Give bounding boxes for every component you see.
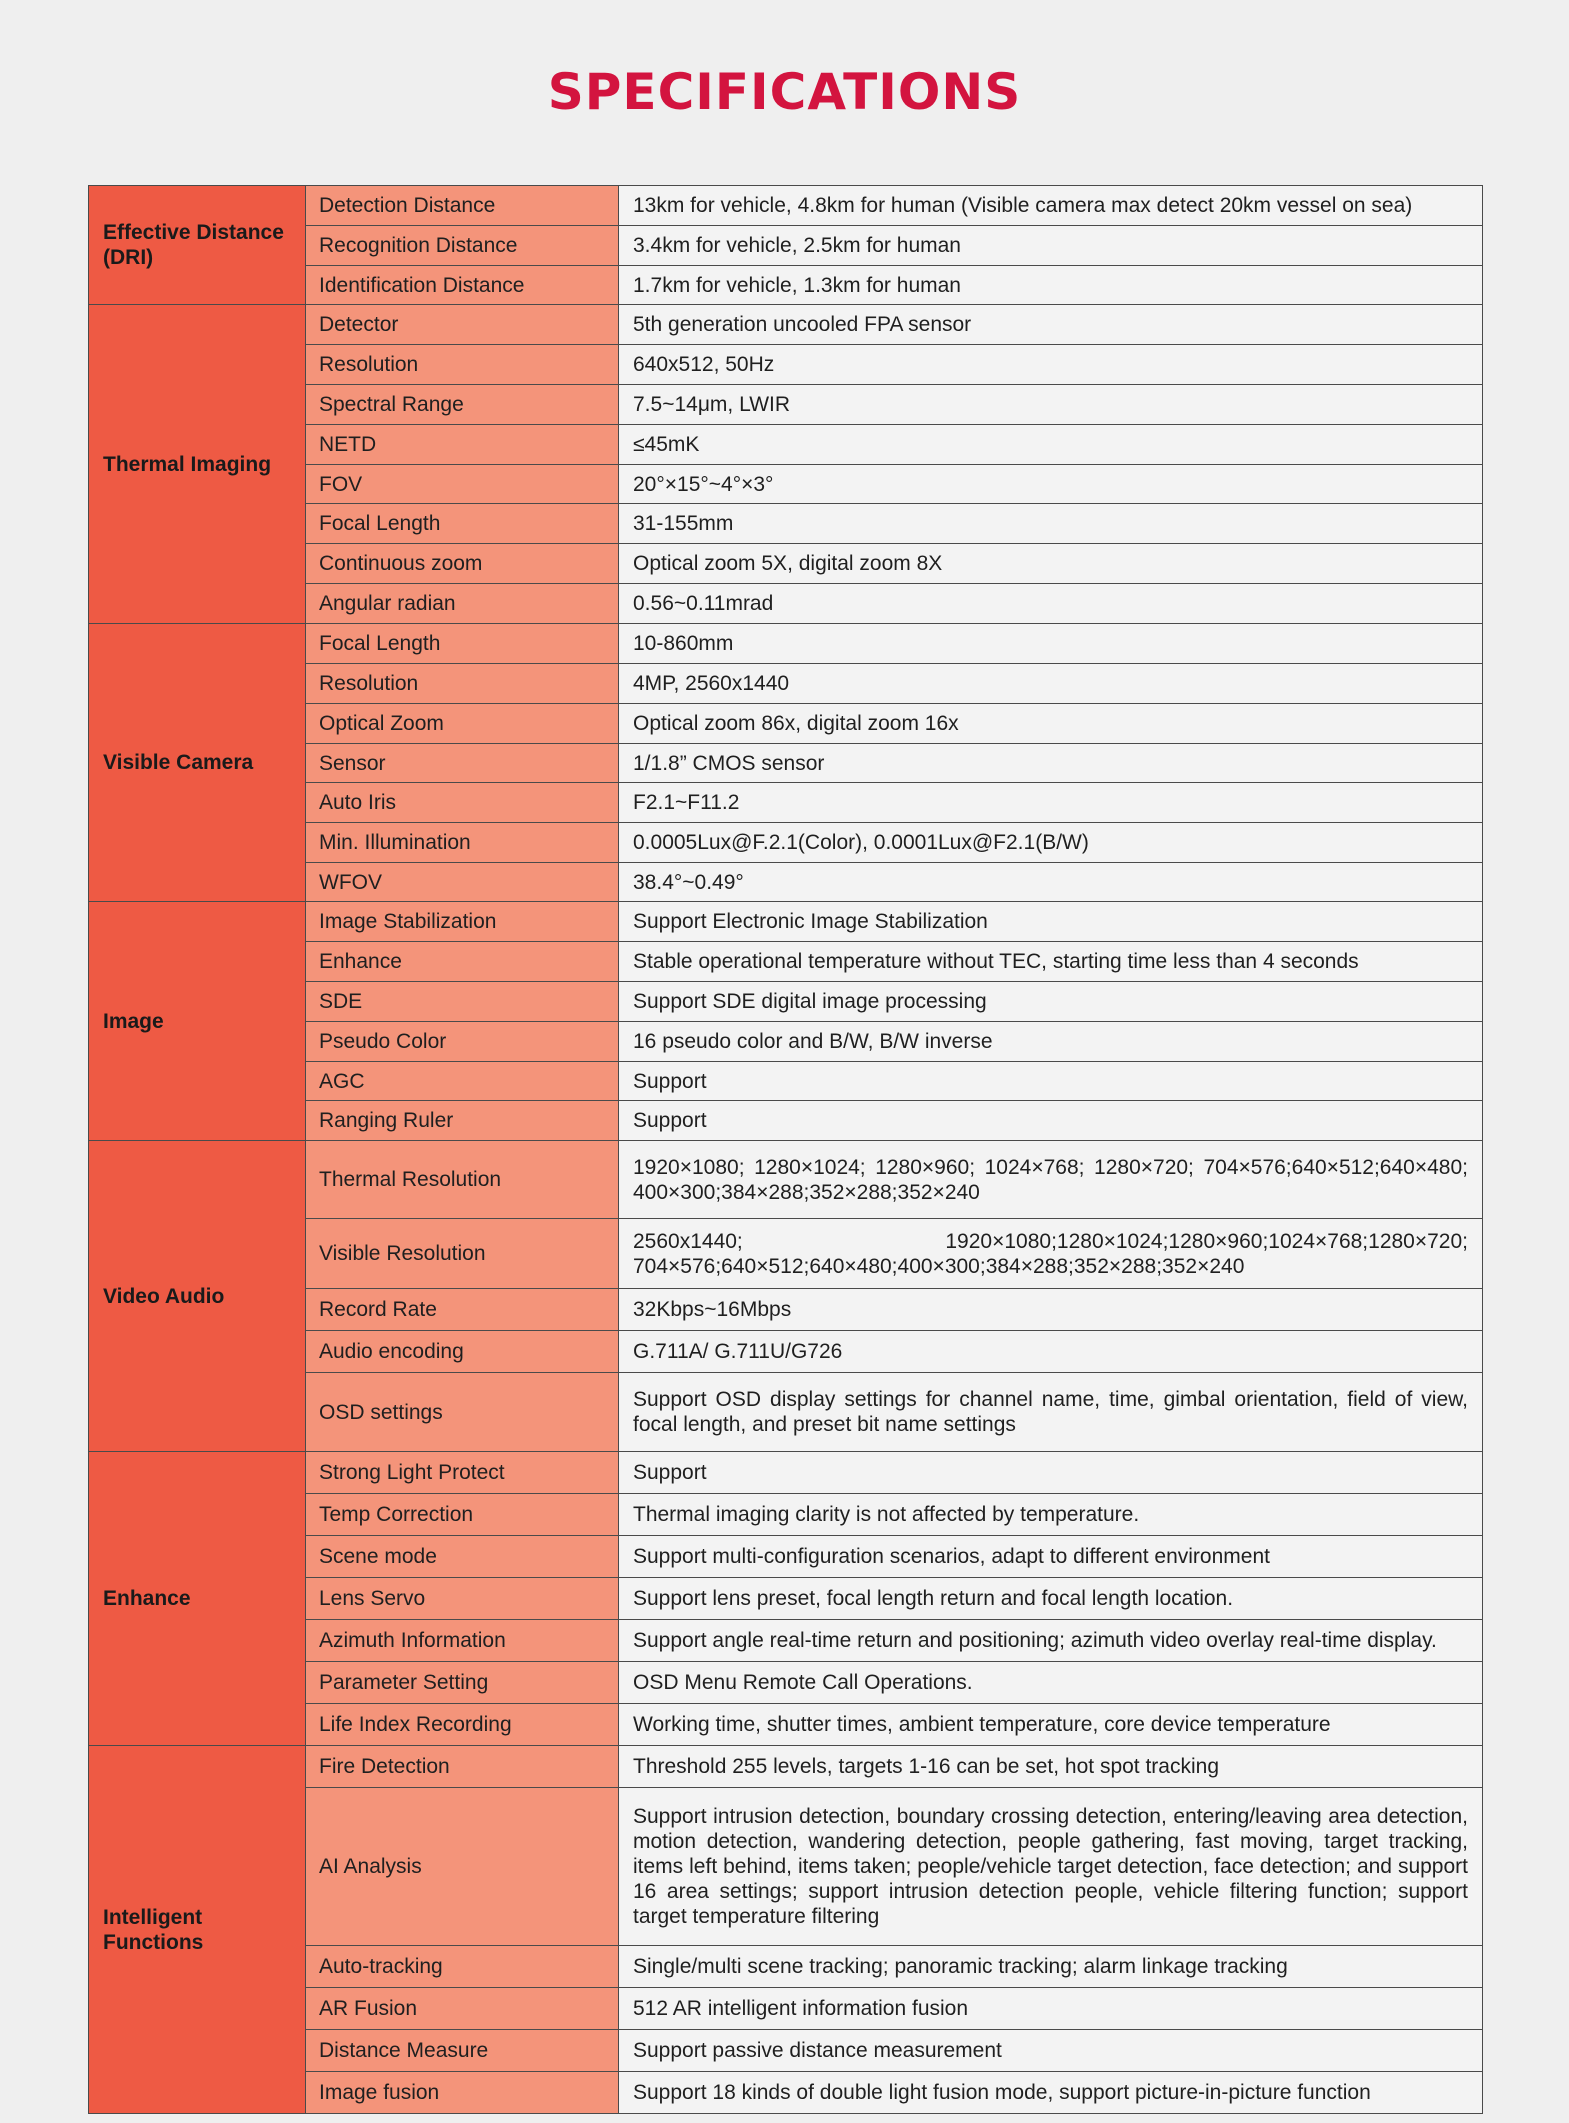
spec-parameter: Azimuth Information <box>306 1620 619 1662</box>
spec-value: 20°×15°~4°×3° <box>619 465 1483 504</box>
spec-value: 16 pseudo color and B/W, B/W inverse <box>619 1022 1483 1062</box>
spec-value: Support <box>619 1062 1483 1101</box>
spec-parameter: SDE <box>306 982 619 1022</box>
spec-value: Support <box>619 1101 1483 1141</box>
spec-value: ≤45mK <box>619 425 1483 465</box>
spec-parameter: Auto Iris <box>306 783 619 823</box>
spec-parameter: Pseudo Color <box>306 1022 619 1062</box>
spec-parameter: Min. Illumination <box>306 823 619 863</box>
spec-parameter: Focal Length <box>306 504 619 544</box>
spec-parameter: AR Fusion <box>306 1988 619 2030</box>
spec-value: Support Electronic Image Stabilization <box>619 902 1483 942</box>
spec-parameter: Fire Detection <box>306 1746 619 1788</box>
spec-parameter: FOV <box>306 465 619 504</box>
spec-parameter: Audio encoding <box>306 1331 619 1373</box>
spec-value: Optical zoom 5X, digital zoom 8X <box>619 544 1483 584</box>
spec-value: 31-155mm <box>619 504 1483 544</box>
spec-value: F2.1~F11.2 <box>619 783 1483 823</box>
spec-value: 2560x1440; 1920×1080;1280×1024;1280×960;1024×768;1280×720; 704×576;640×512;640×480;400×300;384×288;352×288;352×240 <box>619 1219 1483 1289</box>
spec-value: Support angle real-time return and positioning; azimuth video overlay real-time display. <box>619 1620 1483 1662</box>
spec-row <box>89 1141 1483 1219</box>
spec-category: Image <box>89 902 306 1141</box>
spec-value: G.711A/ G.711U/G726 <box>619 1331 1483 1373</box>
spec-value: 38.4°~0.49° <box>619 863 1483 902</box>
spec-value: 1/1.8” CMOS sensor <box>619 744 1483 783</box>
spec-parameter: Focal Length <box>306 624 619 664</box>
spec-parameter: NETD <box>306 425 619 465</box>
spec-row <box>89 902 1483 942</box>
spec-value: Support 18 kinds of double light fusion mode, support picture-in-picture function <box>619 2072 1483 2114</box>
spec-value: 4MP, 2560x1440 <box>619 664 1483 704</box>
spec-parameter: Enhance <box>306 942 619 982</box>
spec-parameter: Identification Distance <box>306 266 619 305</box>
spec-value: Support OSD display settings for channel name, time, gimbal orientation, field of view, focal length, and preset bit name settings <box>619 1373 1483 1452</box>
spec-category: Video Audio <box>89 1141 306 1452</box>
spec-value: OSD Menu Remote Call Operations. <box>619 1662 1483 1704</box>
spec-parameter: Auto-tracking <box>306 1946 619 1988</box>
spec-value: Optical zoom 86x, digital zoom 16x <box>619 704 1483 744</box>
spec-parameter: Resolution <box>306 664 619 704</box>
spec-parameter: Visible Resolution <box>306 1219 619 1289</box>
spec-value: 1.7km for vehicle, 1.3km for human <box>619 266 1483 305</box>
spec-row <box>89 1452 1483 1494</box>
spec-value: 32Kbps~16Mbps <box>619 1289 1483 1331</box>
spec-parameter: Temp Correction <box>306 1494 619 1536</box>
spec-parameter: Angular radian <box>306 584 619 624</box>
spec-parameter: Parameter Setting <box>306 1662 619 1704</box>
spec-parameter: Life Index Recording <box>306 1704 619 1746</box>
spec-parameter: WFOV <box>306 863 619 902</box>
spec-row <box>89 305 1483 345</box>
spec-parameter: Spectral Range <box>306 385 619 425</box>
spec-value: Support passive distance measurement <box>619 2030 1483 2072</box>
spec-parameter: Resolution <box>306 345 619 385</box>
spec-parameter: AI Analysis <box>306 1788 619 1946</box>
spec-parameter: Distance Measure <box>306 2030 619 2072</box>
spec-value: Stable operational temperature without TEC, starting time less than 4 seconds <box>619 942 1483 982</box>
spec-parameter: Image fusion <box>306 2072 619 2114</box>
spec-parameter: Sensor <box>306 744 619 783</box>
spec-value: 640x512, 50Hz <box>619 345 1483 385</box>
spec-value: Working time, shutter times, ambient temperature, core device temperature <box>619 1704 1483 1746</box>
spec-category: Effective Distance (DRI) <box>89 186 306 305</box>
spec-value: 1920×1080; 1280×1024; 1280×960; 1024×768; 1280×720; 704×576;640×512;640×480; 400×300;384×288;352×288;352×240 <box>619 1141 1483 1219</box>
spec-value: Support lens preset, focal length return and focal length location. <box>619 1578 1483 1620</box>
spec-parameter: Continuous zoom <box>306 544 619 584</box>
spec-parameter: Record Rate <box>306 1289 619 1331</box>
spec-parameter: Optical Zoom <box>306 704 619 744</box>
spec-category: Intelligent Functions <box>89 1746 306 2114</box>
spec-category: Visible Camera <box>89 624 306 902</box>
spec-value: Single/multi scene tracking; panoramic tracking; alarm linkage tracking <box>619 1946 1483 1988</box>
spec-value: Support SDE digital image processing <box>619 982 1483 1022</box>
spec-parameter: Image Stabilization <box>306 902 619 942</box>
spec-parameter: Recognition Distance <box>306 226 619 266</box>
spec-row <box>89 624 1483 664</box>
spec-parameter: Strong Light Protect <box>306 1452 619 1494</box>
spec-value: Support multi-configuration scenarios, adapt to different environment <box>619 1536 1483 1578</box>
spec-category: Thermal Imaging <box>89 305 306 624</box>
spec-value: 13km for vehicle, 4.8km for human (Visible camera max detect 20km vessel on sea) <box>619 186 1483 226</box>
spec-parameter: AGC <box>306 1062 619 1101</box>
spec-parameter: Detector <box>306 305 619 345</box>
spec-value: Thermal imaging clarity is not affected by temperature. <box>619 1494 1483 1536</box>
spec-row <box>89 1746 1483 1788</box>
spec-parameter: Scene mode <box>306 1536 619 1578</box>
spec-value: 5th generation uncooled FPA sensor <box>619 305 1483 345</box>
spec-value: 512 AR intelligent information fusion <box>619 1988 1483 2030</box>
spec-value: Threshold 255 levels, targets 1-16 can be set, hot spot tracking <box>619 1746 1483 1788</box>
spec-value: 3.4km for vehicle, 2.5km for human <box>619 226 1483 266</box>
page-title: SPECIFICATIONS <box>547 63 1022 121</box>
spec-row <box>89 186 1483 226</box>
spec-value: 10-860mm <box>619 624 1483 664</box>
spec-parameter: Ranging Ruler <box>306 1101 619 1141</box>
spec-value: Support <box>619 1452 1483 1494</box>
spec-parameter: OSD settings <box>306 1373 619 1452</box>
spec-category: Enhance <box>89 1452 306 1746</box>
specifications-table <box>88 185 1483 2114</box>
spec-value: 0.56~0.11mrad <box>619 584 1483 624</box>
spec-value: Support intrusion detection, boundary crossing detection, entering/leaving area detection, motion detection, wandering detection, people gathering, fast moving, target tracking, items left behind, items taken; people/vehicle target detection, face detection; and support 16 area settings; support intrusion detection people, vehicle filtering function; support target temperature filtering <box>619 1788 1483 1946</box>
spec-parameter: Lens Servo <box>306 1578 619 1620</box>
spec-value: 0.0005Lux@F.2.1(Color), 0.0001Lux@F2.1(B/W) <box>619 823 1483 863</box>
spec-parameter: Detection Distance <box>306 186 619 226</box>
spec-parameter: Thermal Resolution <box>306 1141 619 1219</box>
spec-value: 7.5~14μm, LWIR <box>619 385 1483 425</box>
